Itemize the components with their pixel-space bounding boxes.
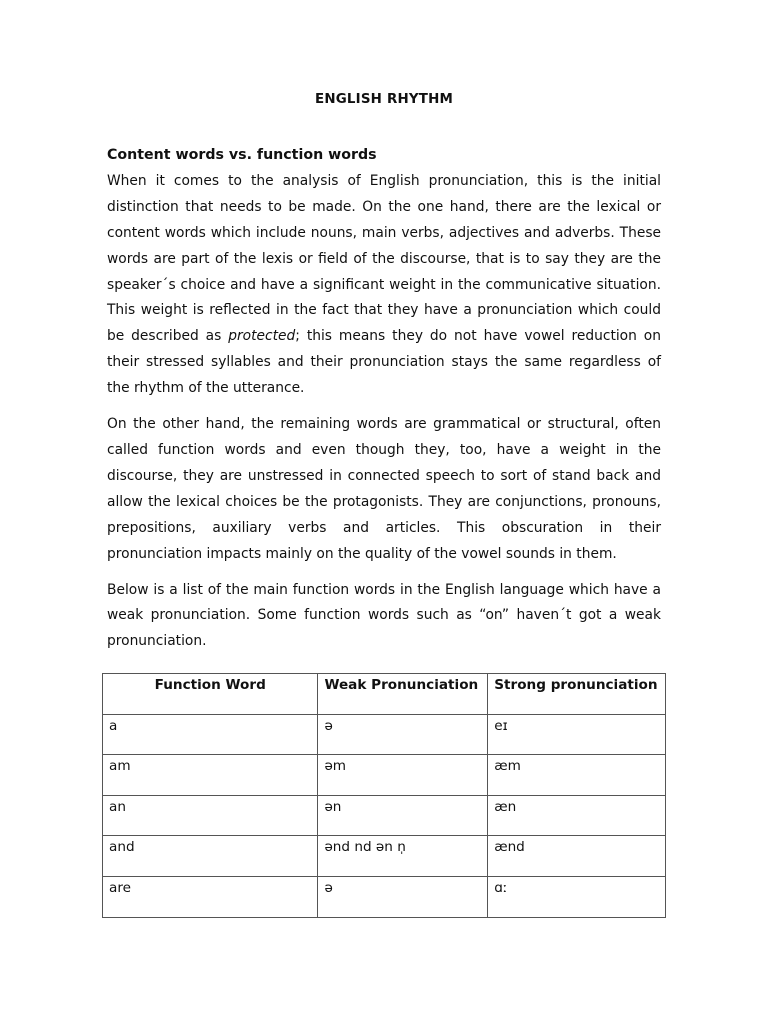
table-row [103,836,666,877]
cell-function-word: an [103,795,318,836]
cell-strong-pronunciation: æm [488,755,666,796]
cell-function-word: and [103,836,318,877]
paragraph-function-words: On the other hand, the remaining words are grammatical or structural, often called function words and even though they, too, have a weight in the discourse, they are unstressed in connected speech to sort of stand back and allow the lexical choices be the protagonists. They are conjunctions, pronouns, prepositions, auxiliary verbs and articles. This obscuration in their pronunciation impacts mainly on the quality of the vowel sounds in them. [107,416,661,562]
cell-function-word: are [103,876,318,917]
cell-weak-pronunciation: ə [318,714,488,755]
table-header-row [103,674,666,715]
cell-strong-pronunciation: eɪ [488,714,666,755]
cell-weak-pronunciation: ən [318,795,488,836]
paragraph-list-intro: Below is a list of the main function words in the English language which have a weak pronunciation. Some function words such as “on” haven´t got a weak pronunciation. [107,581,661,650]
document-body [107,143,661,665]
cell-strong-pronunciation: ænd [488,836,666,877]
cell-weak-pronunciation: ə [318,876,488,917]
paragraph-content-words [107,169,661,402]
cell-function-word: am [103,755,318,796]
table-row [103,795,666,836]
cell-function-word: a [103,714,318,755]
column-header-strong-pronunciation: Strong pronunciation [488,674,666,715]
cell-strong-pronunciation: ɑː [488,876,666,917]
cell-weak-pronunciation: ənd nd ən n̩ [318,836,488,877]
table-row [103,876,666,917]
column-header-weak-pronunciation: Weak Pronunciation [318,674,488,715]
table-row [103,714,666,755]
cell-strong-pronunciation: æn [488,795,666,836]
function-words-table [102,673,666,918]
section-heading: Content words vs. function words [107,147,377,163]
paragraph-text: When it comes to the analysis of English pronunciation, this is the initial distinction that needs to be made. On the one hand, there are the lexical or content words which include nouns, main verbs, adjectives and adverbs. These words are part of the lexis or field of the discourse, that is to say they are the speaker´s choice and have a significant weight in the communicative situation. This weight is reflected in the fact that they have a pronunciation which could be described as [107,172,661,345]
paragraph-text: ; this means they do not have vowel reduction on their stressed syllables and their pronunciation stays the same regardless of the rhythm of the utterance. [107,328,661,397]
document-title: ENGLISH RHYTHM [314,92,454,107]
column-header-function-word: Function Word [103,674,318,715]
cell-weak-pronunciation: əm [318,755,488,796]
emphasized-word: protected [228,328,296,345]
table-row [103,755,666,796]
